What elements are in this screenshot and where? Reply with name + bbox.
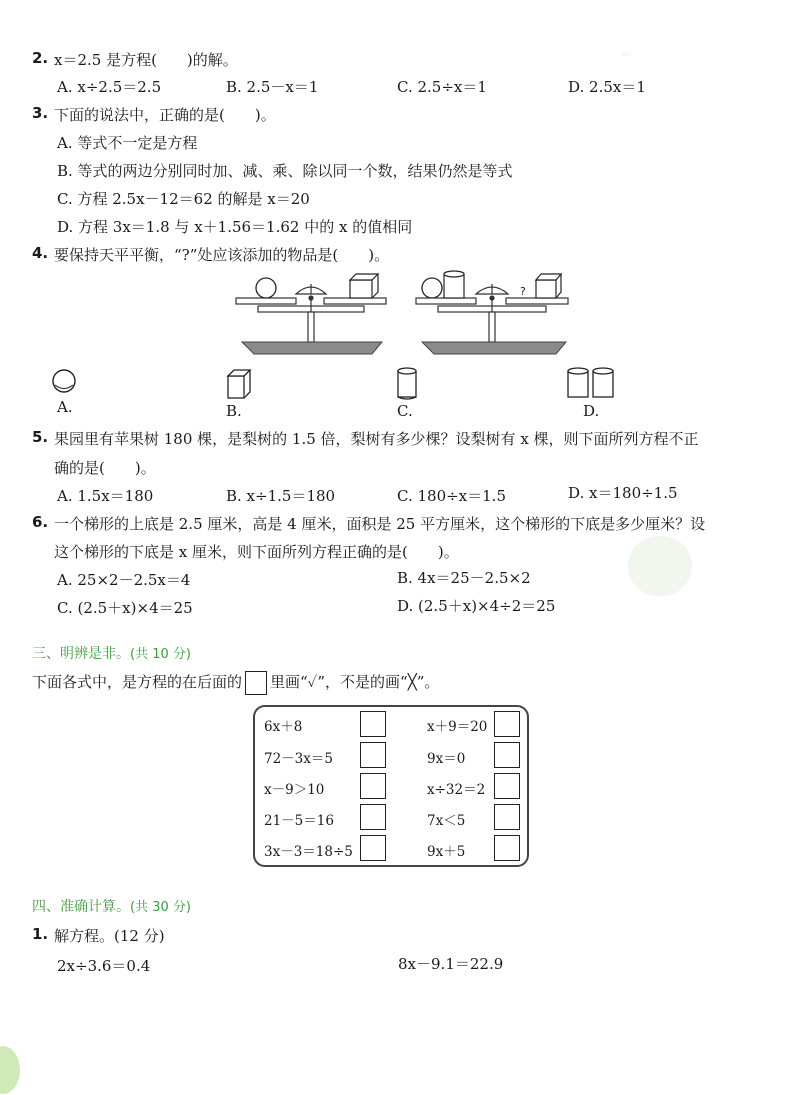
section3-heading <box>32 643 191 663</box>
answer-box-right-2[interactable] <box>494 742 520 768</box>
balance-scale-right <box>410 268 580 358</box>
instruction-part-b: 里画“✓”，不是的画“╳”。 <box>270 673 440 691</box>
q2-number: 2. <box>32 49 49 67</box>
option-c-cylinder-icon[interactable] <box>396 366 420 400</box>
q5-option-a[interactable]: A. 1.5x＝180 <box>57 487 154 505</box>
q3-option-b[interactable]: B. 等式的两边分别同时加、减、乘、除以同一个数，结果仍然是等式 <box>57 162 513 180</box>
section4-heading <box>32 896 191 916</box>
s4-q1-label: 解方程。(12 分) <box>54 927 165 945</box>
q2-stem: x＝2.5 是方程( )的解。 <box>54 51 238 69</box>
q5-stem-line1: 果园里有苹果树 180 棵，是梨树的 1.5 倍，梨树有多少棵？设梨树有 x 棵，则下面所列方程不正 <box>54 430 699 448</box>
answer-box-left-4[interactable] <box>360 804 386 830</box>
q4-number: 4. <box>32 244 49 262</box>
q3-option-a[interactable]: A. 等式不一定是方程 <box>57 134 198 152</box>
answer-box-right-3[interactable] <box>494 773 520 799</box>
instruction-box-icon <box>245 671 267 695</box>
q2-option-a[interactable]: A. x÷2.5＝2.5 <box>57 78 162 96</box>
q5-option-c[interactable]: C. 180÷x＝1.5 <box>397 487 506 505</box>
q6-option-a[interactable]: A. 25×2－2.5x＝4 <box>57 571 191 589</box>
q6-stem-line2: 这个梯形的下底是 x 厘米，则下面所列方程正确的是( )。 <box>54 543 459 561</box>
section4-points: (共 30 分) <box>130 900 191 915</box>
left-item-1: 6x＋8 <box>264 719 303 735</box>
faint-mark: ＝ <box>620 48 633 62</box>
option-a-sphere-icon[interactable] <box>50 368 82 394</box>
right-item-3: x÷32＝2 <box>427 782 486 798</box>
faint-decoration <box>628 536 692 596</box>
answer-box-left-2[interactable] <box>360 742 386 768</box>
section3-title: 三、明辨是非。 <box>32 646 130 662</box>
corner-decoration <box>0 1046 20 1094</box>
q6-option-c[interactable]: C. (2.5＋x)×4＝25 <box>57 599 193 617</box>
q5-stem-line2: 确的是( )。 <box>54 459 156 477</box>
left-item-5: 3x－3＝18÷5 <box>264 844 353 860</box>
q3-option-d[interactable]: D. 方程 3x＝1.8 与 x＋1.56＝1.62 中的 x 的值相同 <box>57 218 413 236</box>
section3-instruction <box>32 671 439 695</box>
section4-title: 四、准确计算。 <box>32 899 130 915</box>
section3-points: (共 10 分) <box>130 647 191 662</box>
q2-option-d[interactable]: D. 2.5x＝1 <box>568 78 646 96</box>
answer-box-left-3[interactable] <box>360 773 386 799</box>
q3-option-c[interactable]: C. 方程 2.5x－12＝62 的解是 x＝20 <box>57 190 310 208</box>
left-item-4: 21－5＝16 <box>264 813 334 829</box>
q4-option-d-label[interactable]: D. <box>583 402 600 420</box>
equation-2: 8x－9.1＝22.9 <box>398 955 504 973</box>
answer-box-right-4[interactable] <box>494 804 520 830</box>
q6-option-d[interactable]: D. (2.5＋x)×4÷2＝25 <box>397 597 556 615</box>
s4-q1-number: 1. <box>32 925 49 943</box>
right-item-1: x＋9＝20 <box>427 719 488 735</box>
right-item-5: 9x＋5 <box>427 844 466 860</box>
answer-box-left-5[interactable] <box>360 835 386 861</box>
q6-option-b[interactable]: B. 4x＝25－2.5×2 <box>397 569 531 587</box>
right-item-2: 9x＝0 <box>427 751 466 767</box>
q6-number: 6. <box>32 513 49 531</box>
q4-option-c-label[interactable]: C. <box>397 402 413 420</box>
q5-number: 5. <box>32 428 49 446</box>
q2-option-b[interactable]: B. 2.5－x＝1 <box>226 78 319 96</box>
equation-1: 2x÷3.6＝0.4 <box>57 957 151 975</box>
q4-option-b-label[interactable]: B. <box>226 402 242 420</box>
q4-stem: 要保持天平平衡，“?”处应该添加的物品是( )。 <box>54 246 390 264</box>
question-mark: ? <box>520 285 526 298</box>
q2-option-c[interactable]: C. 2.5÷x＝1 <box>397 78 487 96</box>
answer-box-right-5[interactable] <box>494 835 520 861</box>
instruction-part-a: 下面各式中，是方程的在后面的 <box>32 673 243 691</box>
q3-stem: 下面的说法中，正确的是( )。 <box>54 106 276 124</box>
q5-option-d[interactable]: D. x＝180÷1.5 <box>568 484 678 502</box>
answer-box-left-1[interactable] <box>360 711 386 737</box>
q4-option-a-label[interactable]: A. <box>57 398 73 416</box>
balance-scale-left <box>232 268 392 358</box>
right-item-4: 7x＜5 <box>427 813 466 829</box>
q3-number: 3. <box>32 104 49 122</box>
left-item-2: 72－3x＝5 <box>264 751 333 767</box>
q5-option-b[interactable]: B. x÷1.5＝180 <box>226 487 336 505</box>
option-d-two-cylinders-icon[interactable] <box>566 366 618 400</box>
left-item-3: x－9＞10 <box>264 782 325 798</box>
option-b-cube-icon[interactable] <box>226 368 252 400</box>
q6-stem-line1: 一个梯形的上底是 2.5 厘米，高是 4 厘米，面积是 25 平方厘米，这个梯形的下底是多少厘米？设 <box>54 515 706 533</box>
answer-box-right-1[interactable] <box>494 711 520 737</box>
